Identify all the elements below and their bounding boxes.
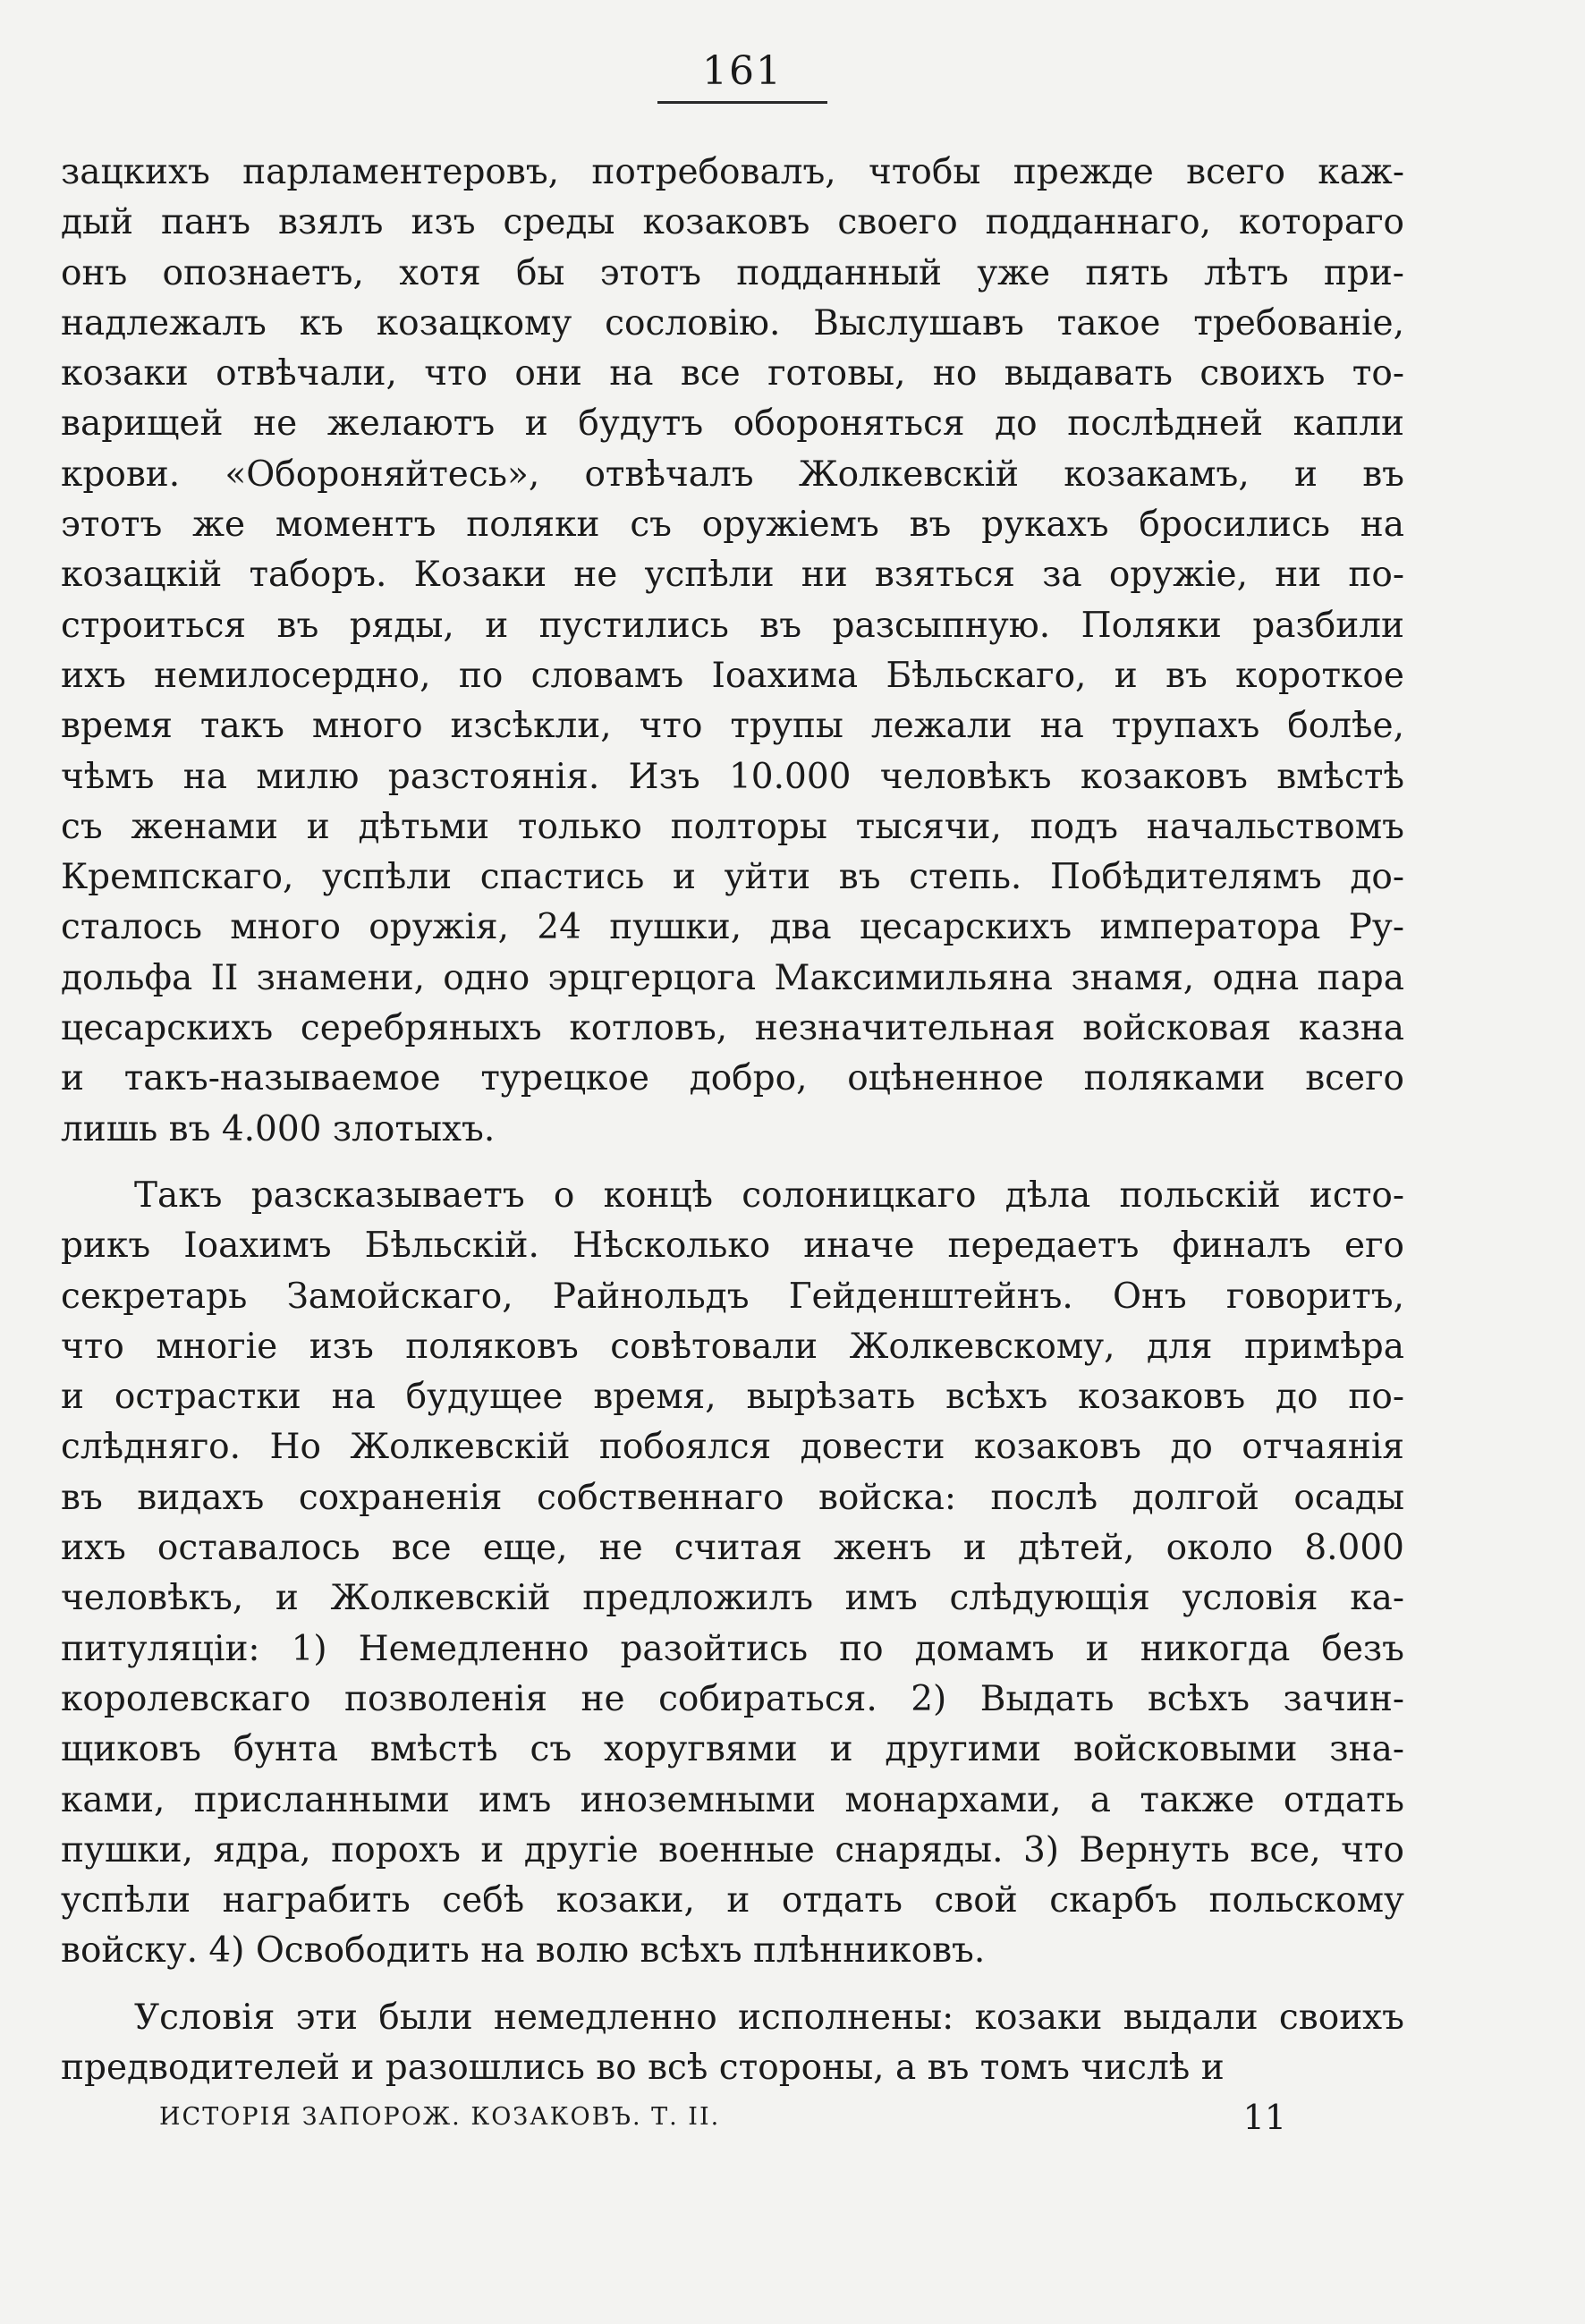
- text-line: ками, присланными имъ иноземными монархами, а также отдать: [61, 1779, 1404, 1820]
- text-line: время такъ много изсѣкли, что трупы лежали на трупахъ болѣе,: [61, 706, 1404, 747]
- text-line: дый панъ взялъ изъ среды козаковъ своего подданнаго, котораго: [61, 202, 1404, 243]
- text-line: этотъ же моментъ поляки съ оружіемъ въ рукахъ бросились на: [61, 505, 1404, 546]
- footer-book-title: ИСТОРІЯ ЗАПОРОЖ. КОЗАКОВЪ. Т. II.: [159, 2103, 721, 2131]
- text-line: человѣкъ, и Жолкевскій предложилъ имъ слѣдующія условія ка-: [61, 1578, 1404, 1619]
- page-footer: [159, 2095, 1286, 2140]
- page-number: 161: [702, 48, 783, 94]
- text-line: въ видахъ сохраненія собственнаго войска: послѣ долгой осады: [61, 1477, 1404, 1518]
- text-line: Кремпскаго, успѣли спастись и уйти въ степь. Побѣдителямъ до-: [61, 857, 1404, 898]
- text-line: Такъ разсказываетъ о концѣ солоницкаго дѣла польскій исто-: [134, 1175, 1404, 1216]
- text-line: дольфа II знамени, одно эрцгерцога Максимильяна знамя, одна пара: [61, 957, 1404, 998]
- text-line: строиться въ ряды, и пустились въ разсыпную. Поляки разбили: [61, 605, 1404, 646]
- text-line: питуляціи: 1) Немедленно разойтись по домамъ и никогда безъ: [61, 1628, 1404, 1669]
- text-line: цесарскихъ серебряныхъ котловъ, незначительная войсковая казна: [61, 1008, 1404, 1049]
- header-rule: [657, 101, 827, 104]
- text-line: съ женами и дѣтьми только полторы тысячи, подъ начальствомъ: [61, 806, 1404, 847]
- text-line: онъ опознаетъ, хотя бы этотъ подданный уже пять лѣтъ при-: [61, 252, 1404, 293]
- text-line: сталось много оружія, 24 пушки, два цесарскихъ императора Ру-: [61, 907, 1404, 948]
- paragraph: [61, 1993, 1404, 2094]
- text-line: Условія эти были немедленно исполнены: козаки выдали своихъ: [134, 1997, 1404, 2038]
- text-line: варищей не желаютъ и будутъ обороняться до послѣдней капли: [61, 403, 1404, 445]
- text-line: козаки отвѣчали, что они на все готовы, но выдавать своихъ то-: [61, 353, 1404, 394]
- footer-signature-mark: 11: [1242, 2098, 1286, 2137]
- text-line: ихъ немилосердно, по словамъ Іоахима Бѣльскаго, и въ короткое: [61, 655, 1404, 696]
- text-line: предводителей и разошлись во всѣ стороны, а въ томъ числѣ и: [61, 2047, 1225, 2088]
- text-line: и такъ-называемое турецкое добро, оцѣненное поляками всего: [61, 1058, 1404, 1099]
- text-line: ихъ оставалось все еще, не считая женъ и дѣтей, около 8.000: [61, 1528, 1404, 1569]
- paragraph: [61, 148, 1404, 1155]
- text-line: зацкихъ парламентеровъ, потребовалъ, чтобы прежде всего каж-: [61, 152, 1404, 192]
- text-line: секретарь Замойскаго, Райнольдъ Гейденштейнъ. Онъ говоритъ,: [61, 1276, 1404, 1317]
- paragraph-gap: [61, 1155, 1404, 1171]
- text-line: что многіе изъ поляковъ совѣтовали Жолкевскому, для примѣра: [61, 1326, 1404, 1367]
- paragraph-gap: [61, 1977, 1404, 1993]
- text-line: крови. «Обороняйтесь», отвѣчалъ Жолкевскій козакамъ, и въ: [61, 454, 1404, 495]
- text-line: слѣдняго. Но Жолкевскій побоялся довести козаковъ до отчаянія: [61, 1427, 1404, 1468]
- text-line: войску. 4) Освободить на волю всѣхъ плѣнниковъ.: [61, 1930, 986, 1972]
- text-line: успѣли награбить себѣ козаки, и отдать свой скарбъ польскому: [61, 1880, 1404, 1921]
- text-line: рикъ Іоахимъ Бѣльскій. Нѣсколько иначе передаетъ финалъ его: [61, 1226, 1404, 1267]
- text-line: королевскаго позволенія не собираться. 2) Выдать всѣхъ зачин-: [61, 1678, 1404, 1719]
- text-line: пушки, ядра, порохъ и другіе военные снаряды. 3) Вернуть все, что: [61, 1829, 1404, 1870]
- text-line: лишь въ 4.000 злотыхъ.: [61, 1108, 496, 1149]
- text-line: надлежалъ къ козацкому сословію. Выслушавъ такое требованіе,: [61, 302, 1404, 344]
- body-text: [61, 148, 1404, 2093]
- text-line: и острастки на будущее время, вырѣзать всѣхъ козаковъ до по-: [61, 1377, 1404, 1418]
- text-line: чѣмъ на милю разстоянія. Изъ 10.000 человѣкъ козаковъ вмѣстѣ: [61, 756, 1404, 797]
- paragraph: [61, 1171, 1404, 1977]
- text-line: козацкій таборъ. Козаки не успѣли ни взяться за оружіе, ни по-: [61, 555, 1404, 596]
- text-line: щиковъ бунта вмѣстѣ съ хоругвями и другими войсковыми зна-: [61, 1729, 1404, 1770]
